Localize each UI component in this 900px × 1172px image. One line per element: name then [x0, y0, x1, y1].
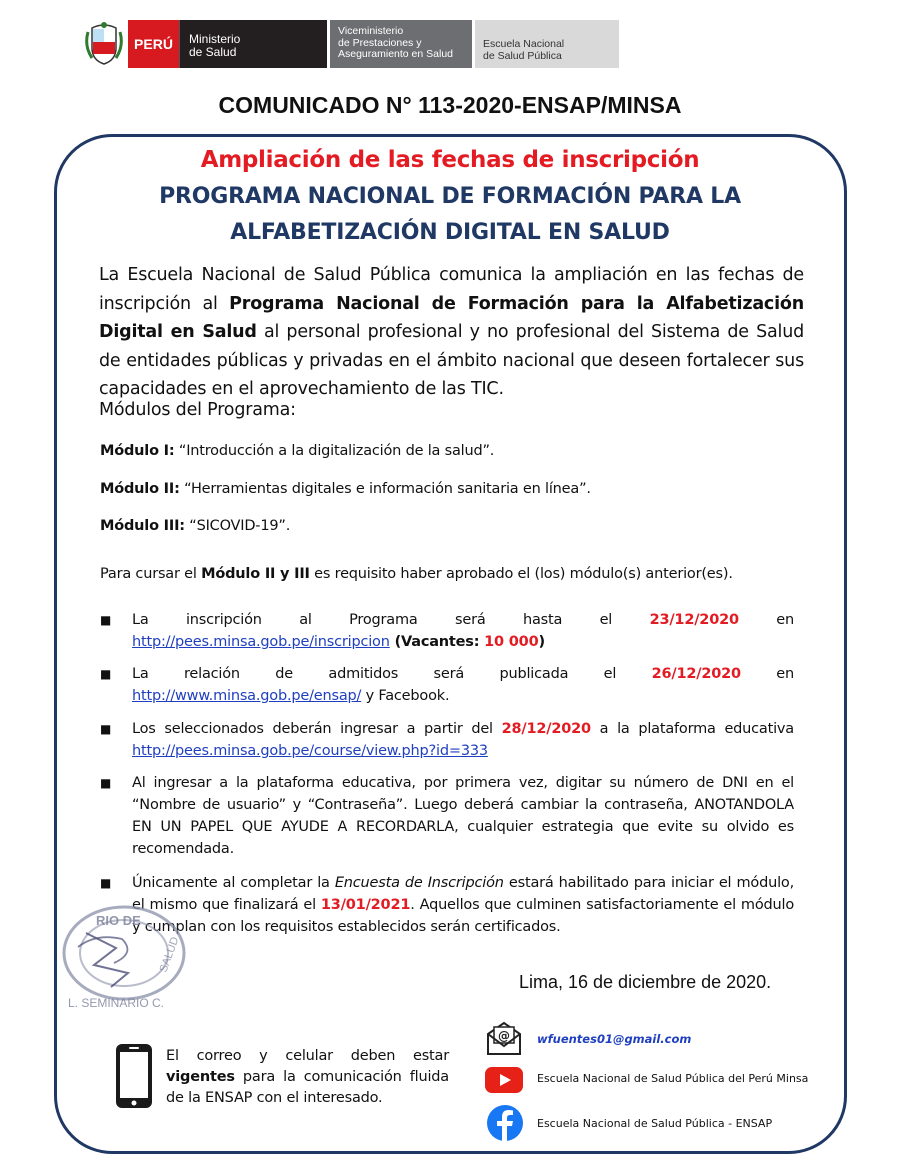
module-label: Módulo I:: [100, 443, 175, 459]
bullet-text: Al ingresar a la plataforma educativa, por primera vez, digitar su número de DNI en el “Nombre de usuario” y “Contraseña”. Luego deberá cambiar la contraseña, ANOTANDOLA EN UN PAPEL QUE AYUDE A RECORDARLA, cualquier estrategia que evite su olvido es recomendada.: [132, 775, 794, 857]
bullet-square-icon: ■: [100, 876, 112, 890]
intro-paragraph: [99, 261, 804, 404]
subtitle-red: Ampliación de las fechas de inscripción: [200, 147, 700, 173]
intro-text-2: al personal profesional y no profesional del Sistema de Salud de entidades públicas y privadas en el ámbito nacional que deseen fortalecer sus capacidades en el aprovechamiento de las TIC.: [99, 322, 804, 399]
program-title-line-2: ALFABETIZACIÓN DIGITAL EN SALUD: [230, 220, 670, 245]
official-seal-stamp: [56, 903, 196, 1013]
ensap-link[interactable]: http://www.minsa.gob.pe/ensap/: [132, 688, 362, 704]
bullet-text-part: en: [740, 666, 794, 682]
bullet-text: [132, 609, 794, 631]
bullet-text: [132, 663, 794, 685]
ministerio-logo-block: [179, 20, 327, 68]
youtube-channel-name[interactable]: Escuela Nacional de Salud Pública del Perú Minsa: [537, 1072, 809, 1085]
admitidos-date: 26/12/2020: [651, 666, 741, 682]
bullet-text-part: y Facebook.: [361, 688, 450, 704]
intro-text-1: La Escuela Nacional de Salud Pública comunica la ampliación en las fechas de inscripción al: [99, 265, 804, 314]
module-item: [100, 481, 591, 497]
facebook-icon: [486, 1104, 524, 1142]
start-date: 28/12/2020: [501, 721, 591, 737]
bullet-inscripcion: [100, 609, 794, 653]
encuesta-name: Encuesta de Inscripción: [334, 875, 504, 891]
bullet-dni: [100, 772, 794, 860]
module-text: “Herramientas digitales e información sanitaria en línea”.: [179, 481, 591, 497]
modules-heading: Módulos del Programa:: [99, 400, 296, 420]
escuela-logo-block: [475, 20, 619, 68]
vice-line-3: Aseguramiento en Salud: [338, 48, 453, 60]
mobile-phone-icon: [114, 1042, 154, 1110]
requirement-note: [100, 566, 733, 582]
peru-logo-block: PERÚ: [128, 20, 179, 68]
contact-note-bold: vigentes: [166, 1069, 235, 1085]
facebook-page-name[interactable]: Escuela Nacional de Salud Pública - ENSAP: [537, 1117, 773, 1130]
req-modules: Módulo II y III: [201, 566, 310, 582]
req-text-2: es requisito haber aprobado el (los) módulo(s) anterior(es).: [309, 566, 733, 582]
bullet-square-icon: ■: [100, 667, 112, 681]
bullet-text-line2: [132, 631, 794, 653]
end-date: 13/01/2021: [320, 897, 411, 913]
bullet-encuesta: [100, 872, 794, 938]
bullet-text-part: en: [738, 612, 795, 628]
bullet-text-part: La relación de admitidos será publicada el: [132, 666, 652, 682]
module-item: [100, 518, 290, 534]
place-and-date: Lima, 16 de diciembre de 2020.: [519, 972, 772, 992]
contact-note-text: El correo y celular deben estar: [166, 1048, 449, 1064]
vice-line-1: Viceministerio: [338, 25, 404, 37]
module-label: Módulo II:: [100, 481, 180, 497]
vacantes-value: 10 000: [484, 634, 539, 650]
vacantes-close: ): [538, 634, 545, 650]
escuela-line-1: Escuela Nacional: [483, 38, 565, 50]
bullet-text-part: Únicamente al completar la: [132, 875, 335, 891]
bullet-text: [132, 872, 794, 938]
bullet-square-icon: ■: [100, 776, 112, 790]
intro-program-name: Programa Nacional de Formación para la Alfabetización Digital en Salud: [99, 293, 804, 342]
inscripcion-link[interactable]: http://pees.minsa.gob.pe/inscripcion: [132, 634, 390, 650]
bullet-text-line2: [132, 685, 794, 707]
bullet-seleccionados: [100, 718, 794, 762]
ministerio-line-1: Ministerio: [189, 32, 241, 46]
module-text: “Introducción a la digitalización de la salud”.: [174, 443, 495, 459]
contact-note: [166, 1046, 449, 1109]
vacantes-label: (Vacantes:: [389, 634, 485, 650]
deadline-date: 23/12/2020: [649, 612, 739, 628]
peru-coat-of-arms-icon: [84, 22, 124, 66]
module-text: “SICOVID-19”.: [184, 518, 291, 534]
vice-line-2: de Prestaciones y: [338, 36, 422, 49]
bullet-text-part: estará habilitado para iniciar el módulo, el mismo que finalizará el: [132, 875, 794, 913]
bullet-square-icon: ■: [100, 722, 112, 736]
program-title-line-1: PROGRAMA NACIONAL DE FORMACIÓN PARA LA: [159, 184, 741, 209]
bullet-admitidos: [100, 663, 794, 707]
svg-text:@: @: [498, 1029, 510, 1043]
seal-text-side: SALUD: [157, 935, 182, 975]
contact-note-text: para la comunicación fluida de la ENSAP con el interesado.: [166, 1069, 449, 1106]
bullet-text-part: Los seleccionados deberán ingresar a partir del: [132, 721, 502, 737]
module-item: [100, 443, 494, 459]
course-link[interactable]: http://pees.minsa.gob.pe/course/view.php?id=333: [132, 743, 488, 759]
document-title: COMUNICADO N° 113-2020-ENSAP/MINSA: [218, 92, 682, 118]
seal-text-bottom: L. SEMINARIO C.: [68, 996, 165, 1010]
bullet-text-part: a la plataforma educativa: [590, 721, 794, 737]
viceministerio-logo-block: [330, 20, 472, 68]
bullet-text-part: La inscripción al Programa será hasta el: [132, 612, 650, 628]
youtube-icon: [484, 1065, 524, 1095]
contact-email-link[interactable]: wfuentes01@gmail.com: [537, 1032, 692, 1046]
seal-text-top: RIO DE: [96, 913, 141, 928]
ministerio-line-2: de Salud: [189, 45, 237, 59]
bullet-square-icon: ■: [100, 613, 112, 627]
req-text-1: Para cursar el: [100, 566, 202, 582]
module-label: Módulo III:: [100, 518, 185, 534]
bullet-text-part: . Aquellos que culminen satisfactoriamente el módulo y cumplan con los requisitos establecidos serán certificados.: [132, 897, 794, 935]
escuela-line-2: de Salud Pública: [483, 50, 562, 62]
bullet-text: [132, 718, 794, 762]
email-icon: [485, 1020, 523, 1056]
